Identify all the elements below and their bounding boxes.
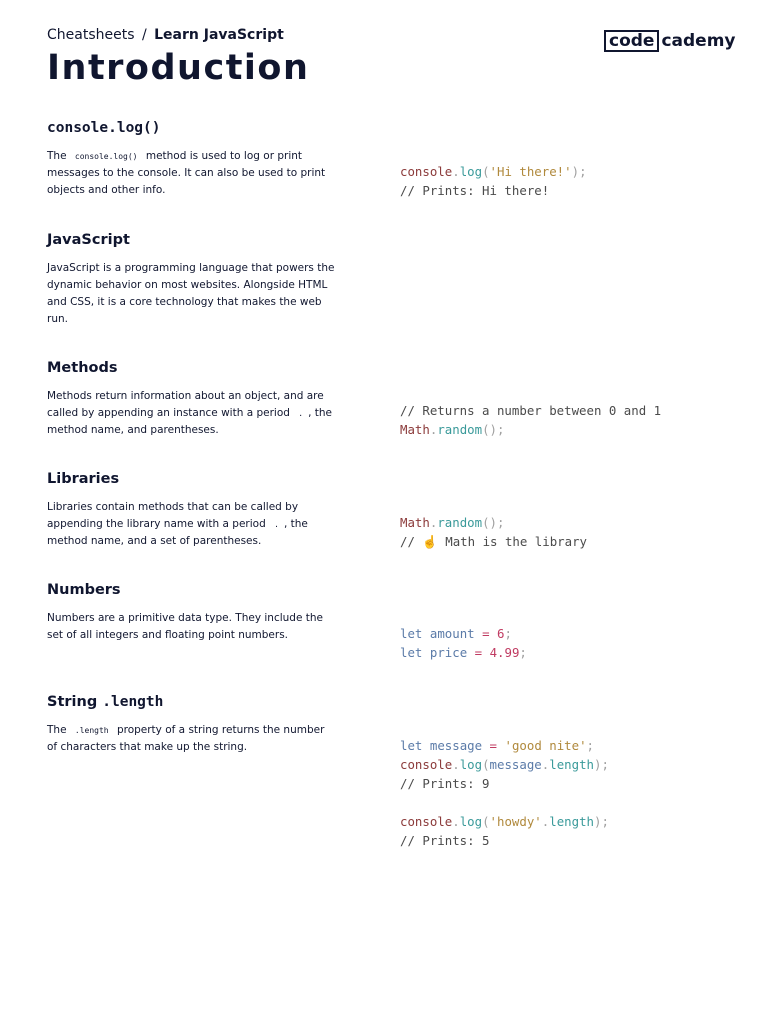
code-token-method: log (459, 814, 483, 830)
code-line (400, 513, 587, 532)
description-text: , the method name, and a set of parentheses. (47, 518, 308, 547)
code-token-punct: ); (594, 814, 609, 830)
section-javascript (47, 232, 337, 328)
inline-code: . (274, 520, 279, 529)
breadcrumb-root-link[interactable]: Cheatsheets (47, 27, 135, 43)
code-token-comment: // Prints: Hi there! (400, 183, 550, 199)
code-token-var: message (489, 757, 542, 773)
code-line (400, 181, 587, 200)
code-token-num: 6 (497, 626, 505, 641)
code-token-plain (490, 626, 497, 641)
code-line (400, 831, 609, 850)
section-description (47, 388, 337, 439)
section-title-text: String (47, 694, 98, 710)
description-text: The (47, 724, 67, 736)
code-token-punct: ( (482, 164, 490, 179)
section-description (47, 499, 337, 550)
breadcrumb-separator: / (141, 27, 147, 43)
code-token-kw: let (400, 738, 423, 753)
code-token-comment: // Returns a number between 0 and 1 (400, 403, 662, 418)
description-text: Methods return information about an object, and are called by appending an instance with a period (47, 390, 324, 419)
description-text: The (47, 150, 67, 162)
code-token-op: = (474, 645, 483, 661)
code-line (400, 643, 527, 662)
code-token-plain (475, 626, 482, 641)
code-line (400, 532, 587, 551)
code-token-kw: let (400, 626, 423, 641)
section-title-text: console.log() (47, 120, 161, 136)
inline-code: . (298, 409, 304, 418)
section-title-text: Numbers (47, 582, 121, 598)
code-token-punct: (); (482, 515, 505, 530)
code-token-punct: . (452, 164, 460, 179)
code-token-punct: ; (586, 738, 595, 753)
code-line (400, 420, 661, 439)
code-token-punct: . (429, 515, 438, 530)
code-token-method: random (437, 515, 483, 530)
code-token-method: random (437, 422, 483, 438)
code-token-punct: ; (519, 645, 527, 661)
code-block-libraries (400, 513, 587, 551)
code-line (400, 793, 609, 812)
description-text: property of a string returns the number of characters that make up the string. (47, 724, 325, 753)
code-token-kw: let (400, 645, 423, 661)
code-line (400, 401, 661, 420)
code-token-num: 4.99 (489, 645, 520, 661)
code-line (400, 812, 609, 831)
section-title-text: Methods (47, 360, 118, 376)
inline-code: console.log() (74, 152, 138, 161)
code-token-obj: console (400, 757, 453, 773)
code-token-punct: (); (482, 422, 505, 438)
code-token-var: price (429, 645, 468, 661)
section-title (47, 582, 337, 598)
section-description: Numbers are a primitive data type. They include the set of all integers and floating point numbers. (47, 612, 323, 641)
code-token-method: length (549, 757, 594, 773)
section-title (47, 120, 337, 136)
codecademy-logo[interactable] (604, 30, 736, 52)
section-title (47, 360, 337, 376)
code-token-plain (467, 645, 474, 660)
code-token-method: log (459, 757, 483, 773)
logo-boxed-text: code (604, 30, 659, 52)
section-numbers (47, 582, 337, 644)
section-title (47, 232, 337, 248)
section-libraries (47, 471, 337, 550)
section-methods (47, 360, 337, 439)
description-text: method is used to log or print messages to the console. It can also be used to print objects and other info. (47, 150, 326, 196)
code-token-string: 'good nite' (504, 738, 587, 753)
code-token-punct: ( (482, 757, 490, 773)
description-text: , the method name, and parentheses. (47, 407, 333, 436)
code-block-numbers (400, 624, 527, 662)
code-token-punct: . (452, 757, 460, 773)
code-token-obj: Math (400, 422, 430, 438)
section-title-text: Libraries (47, 471, 120, 487)
code-token-plain (422, 645, 429, 660)
code-token-punct: ; (504, 626, 512, 641)
code-token-obj: Math (400, 515, 430, 530)
code-token-punct: . (541, 757, 550, 773)
code-token-var: amount (429, 626, 475, 641)
logo-text: cademy (661, 31, 736, 51)
code-token-comment: // Prints: 9 (400, 776, 490, 792)
code-token-string: 'Hi there!' (489, 164, 572, 179)
breadcrumb-current[interactable]: Learn JavaScript (154, 27, 284, 43)
code-line (400, 624, 527, 643)
code-token-obj: console (400, 164, 453, 179)
code-token-punct: ( (482, 814, 490, 830)
code-token-punct: ); (571, 164, 587, 179)
section-description: JavaScript is a programming language that powers the dynamic behavior on most websites. Alongside HTML and CSS, it is a core technology that makes the web run. (47, 262, 335, 325)
code-token-punct: . (452, 814, 460, 830)
code-line (400, 755, 609, 774)
page-title: Introduction (47, 48, 310, 88)
code-block-console-log (400, 162, 587, 200)
code-token-op: = (482, 626, 490, 641)
section-string-length (47, 694, 337, 756)
code-line (400, 162, 587, 181)
code-token-punct: ); (594, 757, 609, 773)
code-token-plain (482, 645, 489, 660)
code-token-comment: // Prints: 5 (400, 833, 490, 849)
code-token-plain (482, 738, 489, 753)
section-description (47, 148, 337, 199)
code-block-string-length (400, 736, 609, 851)
code-token-comment: // ☝️ Math is the library (400, 534, 588, 550)
code-token-punct: . (541, 814, 550, 830)
code-token-string: 'howdy' (489, 814, 542, 830)
section-console-log (47, 120, 337, 199)
code-token-var: message (429, 738, 483, 753)
breadcrumb (47, 27, 284, 43)
section-title-text: JavaScript (47, 232, 130, 248)
code-line (400, 736, 609, 755)
code-token-plain (422, 626, 429, 641)
section-description (47, 722, 337, 756)
code-token-method: log (459, 164, 483, 179)
code-token-obj: console (400, 814, 453, 830)
code-token-plain (422, 738, 429, 753)
code-line (400, 774, 609, 793)
section-title-code: .length (102, 694, 164, 710)
code-token-punct: . (429, 422, 438, 438)
code-block-methods (400, 401, 661, 439)
code-token-method: length (549, 814, 594, 830)
section-title (47, 471, 337, 487)
description-text: Libraries contain methods that can be called by appending the library name with a period (47, 501, 299, 530)
code-token-op: = (489, 738, 498, 753)
section-title (47, 694, 337, 710)
inline-code: .length (74, 726, 109, 735)
